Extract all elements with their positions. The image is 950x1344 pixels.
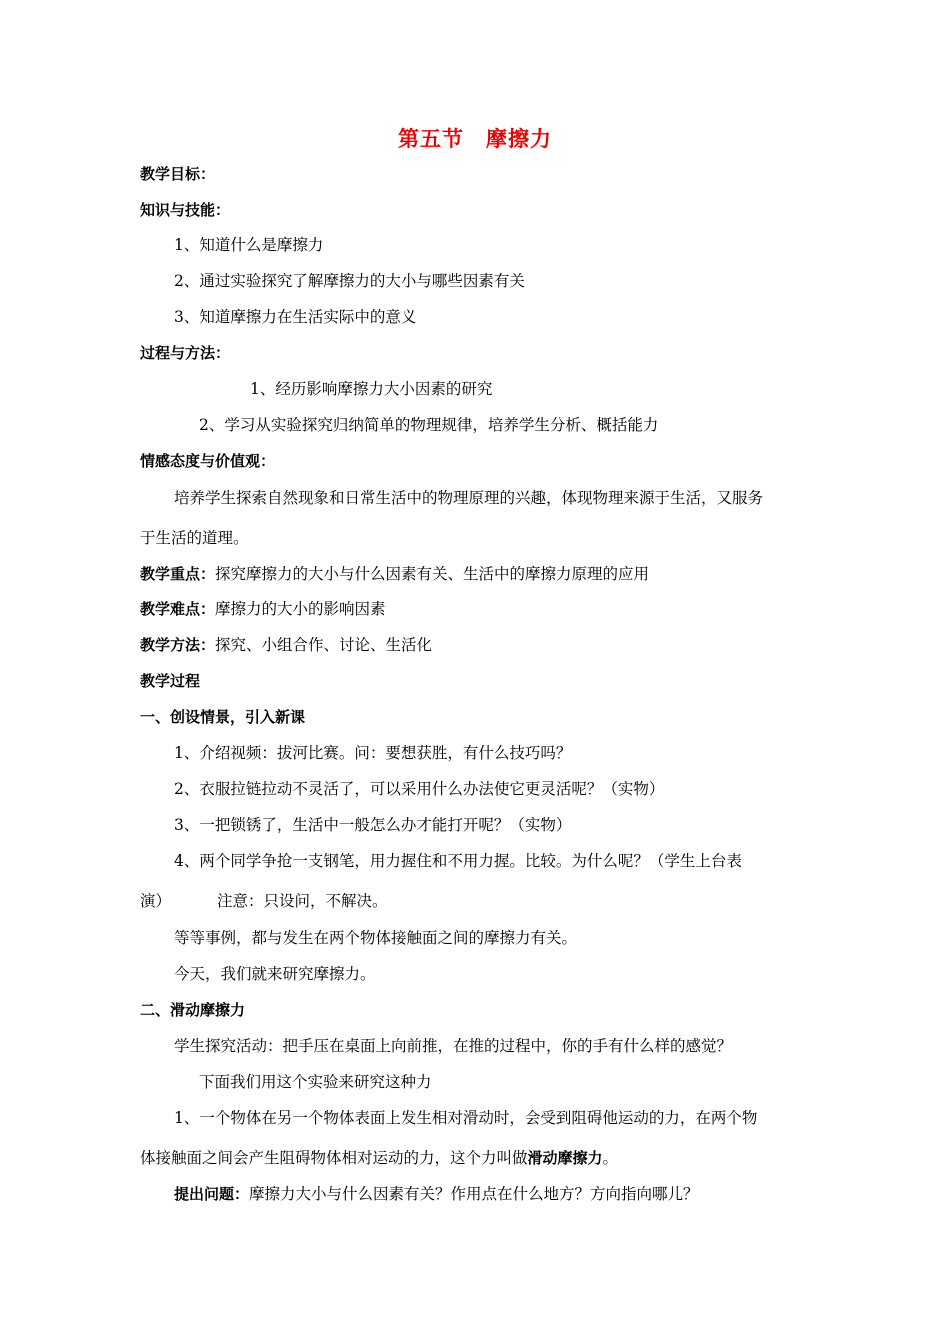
emotion-heading: 情感态度与价值观： [140,452,276,470]
knowledge-item-1: 1、知道什么是摩擦力 [174,236,324,254]
definition-term: 滑动摩擦力 [527,1149,603,1167]
section2-activity: 学生探究活动：把手压在桌面上向前推，在推的过程中，你的手有什么样的感觉？ [174,1037,733,1055]
section1-heading: 一、创设情景，引入新课 [140,708,306,726]
process-item-1: 1、经历影响摩擦力大小因素的研究 [250,380,493,398]
teaching-goals-heading: 教学目标： [140,165,216,183]
method-text: 探究、小组合作、讨论、生活化 [215,636,433,654]
section2-heading: 二、滑动摩擦力 [140,1001,246,1019]
emotion-line-2: 于生活的道理。 [140,529,249,547]
knowledge-item-2: 2、通过实验探究了解摩擦力的大小与哪些因素有关 [174,272,525,290]
definition-end: 。 [602,1149,619,1167]
knowledge-heading: 知识与技能： [140,201,231,219]
knowledge-item-3: 3、知道摩擦力在生活实际中的意义 [174,308,417,326]
difficulty-row [140,599,386,619]
method-row [140,635,432,655]
difficulty-text: 摩擦力的大小的影响因素 [215,600,386,618]
section2-question-row [174,1184,699,1204]
question-text: 摩擦力大小与什么因素有关？作用点在什么地方？方向指向哪儿？ [249,1185,699,1203]
difficulty-label: 教学难点： [140,600,216,618]
section1-item-4-line-1: 4、两个同学争抢一支钢笔，用力握住和不用力握。比较。为什么呢？（学生上台表 [174,852,742,870]
section1-item-2: 2、衣服拉链拉动不灵活了，可以采用什么办法使它更灵活呢？（实物） [174,780,665,798]
definition-text: 体接触面之间会产生阻碍物体相对运动的力，这个力叫做 [140,1149,528,1167]
section2-definition-line-2 [140,1148,618,1168]
key-point-row [140,564,649,584]
process-heading: 过程与方法： [140,344,231,362]
section2-definition-line-1: 1、一个物体在另一个物体表面上发生相对滑动时，会受到阻碍他运动的力，在两个物 [174,1109,758,1127]
process-section-heading: 教学过程 [140,672,201,690]
section1-today: 今天，我们就来研究摩擦力。 [174,965,376,983]
method-label: 教学方法： [140,636,216,654]
section1-item-4-note: 注意：只设问，不解决。 [217,892,388,910]
section1-item-3: 3、一把锁锈了，生活中一般怎么办才能打开呢？（实物） [174,816,572,834]
section1-item-4-line-2a: 演） [140,892,172,910]
question-label: 提出问题： [174,1185,250,1203]
section1-item-1: 1、介绍视频：拔河比赛。问：要想获胜，有什么技巧吗？ [174,744,572,762]
emotion-line-1: 培养学生探索自然现象和日常生活中的物理原理的兴趣，体现物理来源于生活，又服务 [174,489,764,507]
key-point-text: 探究摩擦力的大小与什么因素有关、生活中的摩擦力原理的应用 [215,565,650,583]
process-item-2: 2、学习从实验探究归纳简单的物理规律，培养学生分析、概括能力 [199,416,659,434]
section2-next: 下面我们用这个实验来研究这种力 [199,1073,432,1091]
section1-summary: 等等事例，都与发生在两个物体接触面之间的摩擦力有关。 [174,929,578,947]
page-title: 第五节 摩擦力 [398,127,552,151]
key-point-label: 教学重点： [140,565,216,583]
